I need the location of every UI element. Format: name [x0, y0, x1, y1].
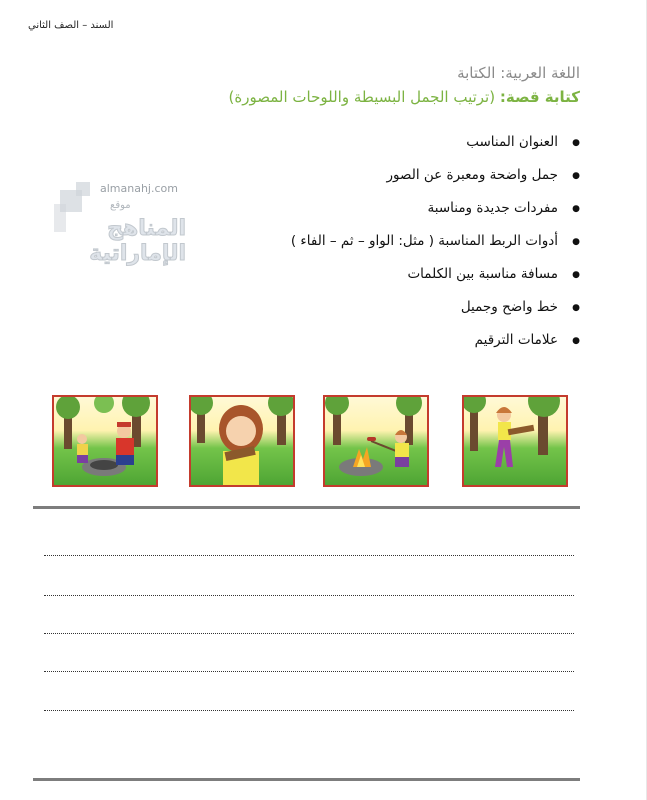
- list-item: ● مفردات جديدة ومناسبة: [110, 198, 580, 231]
- list-item: ● العنوان المناسب: [110, 132, 580, 165]
- watermark-name: المناهج الإماراتية: [89, 216, 186, 266]
- list-item: ● أدوات الربط المناسبة ( مثل: الواو – ثم – الفاء ): [110, 231, 580, 264]
- picture-sequence: [0, 395, 647, 490]
- picture-girl-holding-sticks: [189, 395, 295, 487]
- list-item: ● جمل واضحة ومعبرة عن الصور: [110, 165, 580, 198]
- picture-girl-roasting-sausage: [323, 395, 429, 487]
- page-title: [229, 88, 580, 106]
- picture-girl-carrying-firewood: [462, 395, 568, 487]
- bottom-divider: [33, 778, 580, 781]
- watermark-site: موقع: [110, 200, 131, 211]
- writing-line[interactable]: [44, 710, 574, 711]
- list-item: ● خط واضح وجميل: [110, 297, 580, 330]
- title-rest: (ترتيب الجمل البسيطة واللوحات المصورة): [228, 88, 500, 106]
- subject-heading: اللغة العربية: الكتابة: [457, 64, 580, 82]
- title-bold: كتابة قصة:: [499, 88, 580, 106]
- writing-line[interactable]: [44, 633, 574, 634]
- list-item: ● علامات الترقيم: [110, 330, 580, 363]
- writing-line[interactable]: [44, 555, 574, 556]
- watermark-url: almanahj.com: [100, 182, 178, 195]
- criteria-list: [110, 132, 580, 363]
- writing-line[interactable]: [44, 671, 574, 672]
- header-note: السند – الصف الثاني: [28, 20, 114, 31]
- writing-line[interactable]: [44, 595, 574, 596]
- list-item: ● مسافة مناسبة بين الكلمات: [110, 264, 580, 297]
- picture-campfire-adult-and-child: [52, 395, 158, 487]
- top-divider: [33, 506, 580, 509]
